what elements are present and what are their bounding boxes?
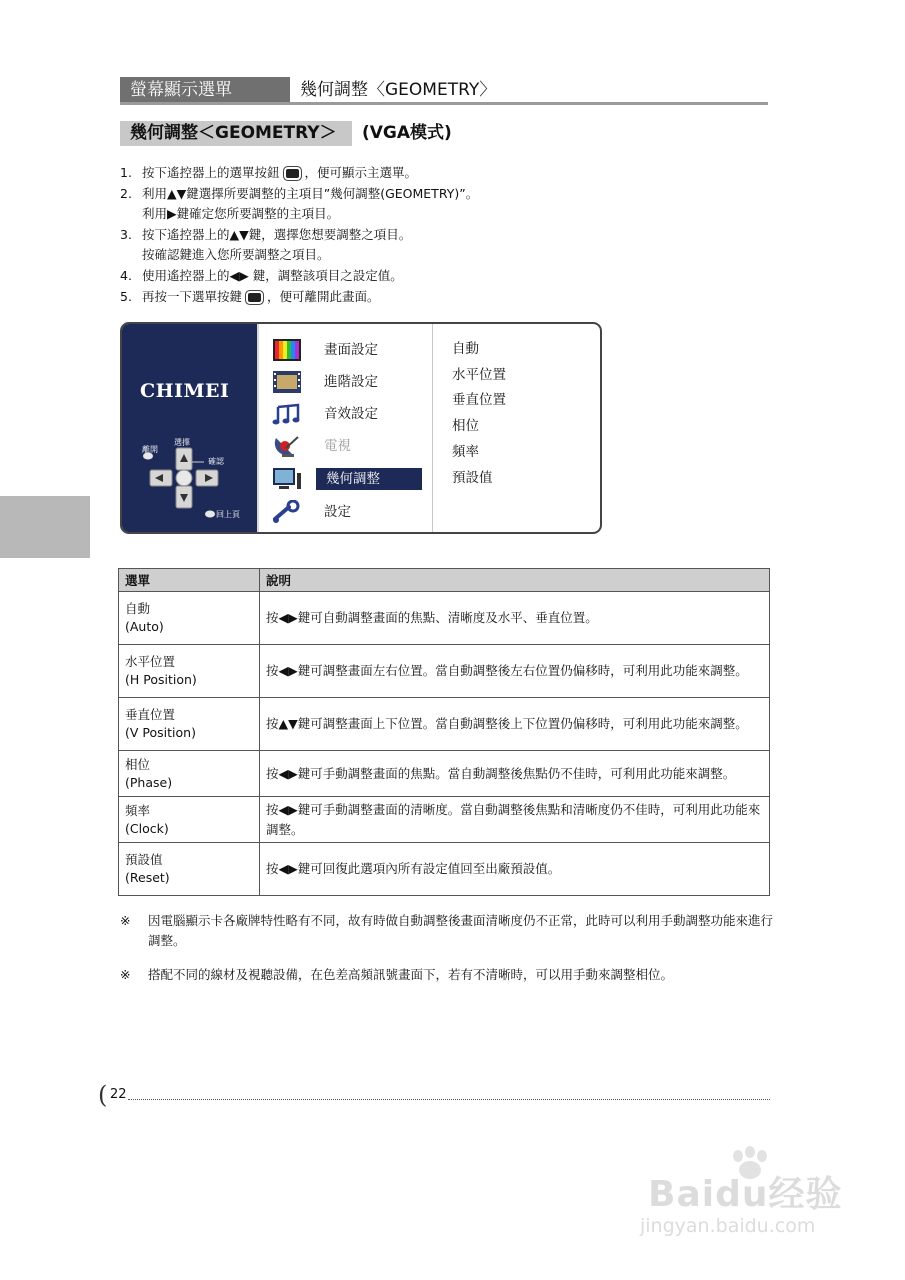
osd-sub-item[interactable]: 相位 bbox=[452, 418, 479, 434]
menu-name: 頻率 bbox=[125, 802, 151, 818]
osd-divider bbox=[432, 324, 433, 532]
step-text: 利用▶鍵確定您所要調整的主項目。 bbox=[142, 206, 340, 221]
table-cell-menu bbox=[119, 645, 260, 698]
watermark-logo: Baidu经验 bbox=[648, 1174, 843, 1215]
footer-dotted-rule bbox=[128, 1099, 770, 1100]
step-text: 按確認鍵進入您所要調整之項目。 bbox=[142, 247, 330, 262]
step-1 bbox=[120, 163, 780, 183]
monitor-icon bbox=[272, 467, 302, 491]
chapter-tab: 螢幕顯示選單 bbox=[120, 77, 290, 104]
osd-menu-item-tv[interactable] bbox=[272, 432, 422, 460]
menu-name-en: (H Position) bbox=[125, 672, 197, 687]
pad-exit-label: 離開 bbox=[142, 445, 158, 454]
table-row bbox=[119, 751, 770, 797]
osd-menu-figure bbox=[120, 322, 602, 534]
table-cell-menu bbox=[119, 843, 260, 896]
footnote bbox=[120, 911, 775, 951]
osd-menu-item-geometry[interactable] bbox=[272, 465, 422, 493]
menu-button-icon bbox=[248, 293, 261, 302]
note-mark: ※ bbox=[120, 967, 131, 982]
table-header: 選單 bbox=[119, 569, 260, 592]
osd-menu-item-picture[interactable] bbox=[272, 336, 422, 364]
step-number: 4. bbox=[120, 268, 132, 283]
settings-table bbox=[118, 568, 770, 896]
menu-name: 預設值 bbox=[125, 852, 163, 867]
header-rule bbox=[120, 102, 768, 105]
table-cell-menu bbox=[119, 698, 260, 751]
section-mode: (VGA模式) bbox=[362, 123, 452, 143]
table-cell-menu bbox=[119, 592, 260, 645]
osd-brand-panel bbox=[122, 324, 257, 532]
menu-name-en: (Auto) bbox=[125, 619, 164, 634]
table-cell-desc: 按◀▶鍵可自動調整畫面的焦點、清晰度及水平、垂直位置。 bbox=[260, 592, 770, 645]
pad-confirm-label: 確認 bbox=[208, 457, 224, 466]
osd-sub-item[interactable]: 垂直位置 bbox=[452, 392, 506, 408]
osd-menu-item-audio[interactable] bbox=[272, 400, 422, 428]
film-icon bbox=[272, 370, 302, 394]
table-cell-desc: 按◀▶鍵可回復此選項內所有設定值回至出廠預設值。 bbox=[260, 843, 770, 896]
osd-menu-item-settings[interactable] bbox=[272, 498, 422, 526]
menu-name-en: (V Position) bbox=[125, 725, 196, 740]
table-cell-desc: 按▲▼鍵可調整畫面上下位置。當自動調整後上下位置仍偏移時，可利用此功能來調整。 bbox=[260, 698, 770, 751]
pad-back-label: 回上頁 bbox=[216, 510, 240, 519]
step-2 bbox=[120, 184, 780, 224]
table-cell-menu bbox=[119, 751, 260, 797]
osd-sub-item[interactable]: 頻率 bbox=[452, 444, 479, 460]
table-cell-menu bbox=[119, 797, 260, 843]
step-number: 1. bbox=[120, 165, 132, 180]
footnote bbox=[120, 965, 775, 985]
music-notes-icon bbox=[272, 402, 302, 426]
table-row bbox=[119, 843, 770, 896]
table-cell-desc: 按◀▶鍵可手動調整畫面的清晰度。當自動調整後焦點和清晰度仍不佳時，可利用此功能來調整。 bbox=[260, 797, 770, 843]
page-number-bracket: ( bbox=[98, 1081, 108, 1109]
menu-name-en: (Reset) bbox=[125, 870, 170, 885]
chapter-title: 幾何調整〈GEOMETRY〉 bbox=[300, 80, 497, 100]
note-text: 因電腦顯示卡各廠牌特性略有不同，故有時做自動調整後畫面清晰度仍不正常，此時可以利用手動調整功能來進行調整。 bbox=[148, 913, 774, 948]
table-row bbox=[119, 645, 770, 698]
step-text: ，便可顯示主選單。 bbox=[304, 165, 417, 180]
osd-menu-label: 音效設定 bbox=[324, 406, 378, 422]
table-cell-desc: 按◀▶鍵可手動調整畫面的焦點。當自動調整後焦點仍不佳時，可利用此功能來調整。 bbox=[260, 751, 770, 797]
page-number: 22 bbox=[110, 1087, 127, 1102]
satellite-dish-icon bbox=[272, 434, 302, 458]
osd-divider bbox=[257, 324, 259, 532]
menu-name: 水平位置 bbox=[125, 654, 176, 669]
note-mark: ※ bbox=[120, 913, 131, 928]
pad-select-label: 選擇 bbox=[174, 438, 190, 447]
step-text: 再按一下選單按鍵 bbox=[142, 289, 243, 304]
menu-name: 相位 bbox=[125, 756, 151, 772]
osd-menu-label: 幾何調整 bbox=[316, 468, 422, 490]
step-text: 利用▲▼鍵選擇所要調整的主項目”幾何調整(GEOMETRY)”。 bbox=[142, 186, 479, 201]
menu-name-en: (Phase) bbox=[125, 774, 173, 790]
brand-logo: CHIMEI bbox=[140, 380, 230, 402]
osd-menu-label: 畫面設定 bbox=[324, 342, 378, 358]
side-thumb-tab bbox=[0, 496, 90, 558]
osd-sub-item[interactable]: 預設值 bbox=[452, 470, 493, 486]
step-text: 按下遙控器上的選單按鈕 bbox=[142, 165, 280, 180]
osd-sub-item[interactable]: 自動 bbox=[452, 341, 479, 357]
step-3 bbox=[120, 225, 780, 265]
osd-menu-label: 進階設定 bbox=[324, 374, 378, 390]
osd-sub-item[interactable]: 水平位置 bbox=[452, 367, 506, 383]
step-5 bbox=[120, 287, 780, 307]
menu-name: 自動 bbox=[125, 601, 151, 616]
osd-menu-label: 電視 bbox=[324, 438, 351, 454]
table-cell-desc: 按◀▶鍵可調整畫面左右位置。當自動調整後左右位置仍偏移時，可利用此功能來調整。 bbox=[260, 645, 770, 698]
section-heading: 幾何調整＜GEOMETRY＞ bbox=[120, 121, 352, 146]
step-text: 按下遙控器上的▲▼鍵，選擇您想要調整之項目。 bbox=[142, 227, 412, 242]
menu-name: 垂直位置 bbox=[125, 707, 176, 722]
table-header-row bbox=[119, 569, 770, 592]
table-header: 說明 bbox=[260, 569, 770, 592]
table-row bbox=[119, 797, 770, 843]
wrench-icon bbox=[272, 500, 302, 524]
step-4 bbox=[120, 266, 780, 286]
watermark-url: jingyan.baidu.com bbox=[640, 1215, 816, 1237]
menu-button-icon bbox=[286, 169, 299, 178]
step-number: 2. bbox=[120, 186, 132, 201]
menu-name-en: (Clock) bbox=[125, 820, 169, 836]
osd-menu-item-advanced[interactable] bbox=[272, 368, 422, 396]
step-number: 5. bbox=[120, 289, 132, 304]
table-row bbox=[119, 592, 770, 645]
color-bars-icon bbox=[272, 338, 302, 362]
step-number: 3. bbox=[120, 227, 132, 242]
instruction-steps bbox=[120, 163, 780, 308]
step-text: ，便可離開此畫面。 bbox=[266, 289, 380, 304]
note-text: 搭配不同的線材及視聽設備，在色差高頻訊號畫面下，若有不清晰時，可以用手動來調整相位。 bbox=[148, 967, 674, 982]
osd-menu-label: 設定 bbox=[324, 504, 351, 520]
step-text: 使用遙控器上的◀▶ 鍵，調整該項目之設定值。 bbox=[142, 268, 403, 283]
table-row bbox=[119, 698, 770, 751]
